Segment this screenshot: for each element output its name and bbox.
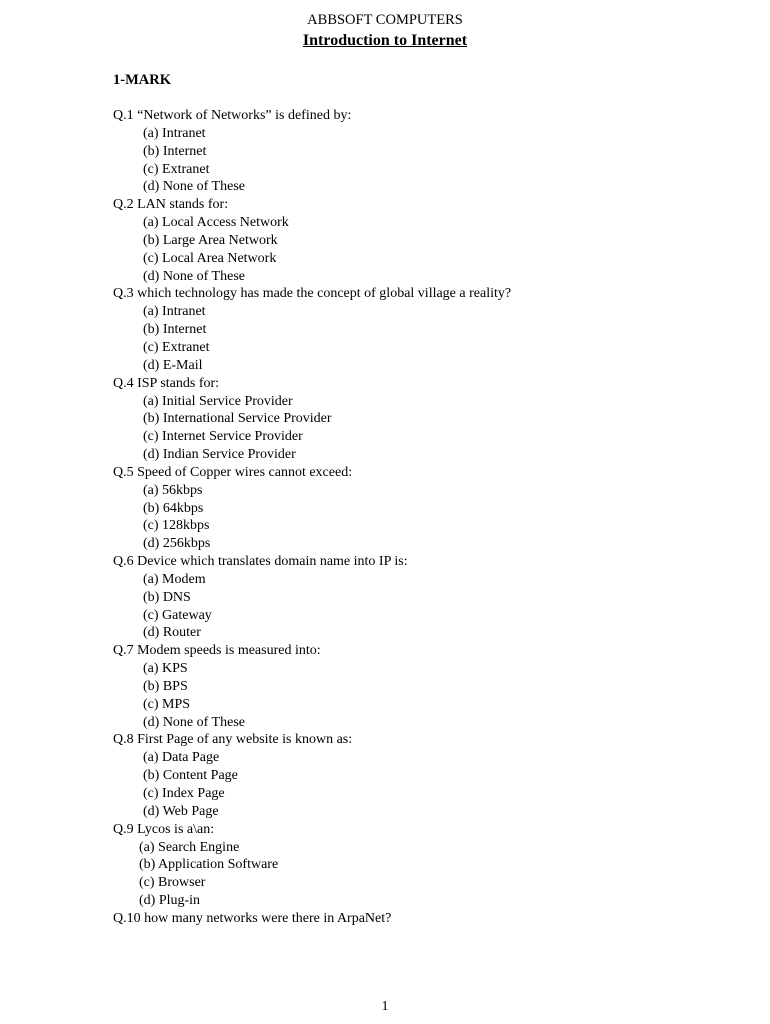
question-list [113, 107, 733, 928]
question-7 [113, 642, 733, 731]
question-text: Q.9 Lycos is a\an: [113, 821, 215, 837]
question-text: Q.3 which technology has made the concept of global village a reality? [113, 286, 512, 302]
option: (d) E-Mail [143, 357, 203, 373]
option: (b) Internet [143, 143, 207, 159]
option: (c) Index Page [143, 785, 225, 801]
option: (a) Search Engine [139, 839, 240, 855]
option: (a) KPS [143, 661, 188, 677]
question-5 [113, 464, 733, 553]
question-9 [113, 821, 733, 910]
option: (b) International Service Provider [143, 411, 332, 427]
option: (d) Indian Service Provider [143, 446, 296, 462]
document-title: Introduction to Internet [302, 32, 468, 49]
option: (d) 256kbps [143, 536, 211, 552]
option: (d) None of These [143, 714, 245, 730]
question-text: Q.2 LAN stands for: [113, 197, 229, 213]
question-3 [113, 285, 733, 374]
question-8 [113, 731, 733, 820]
question-text: Q.1 “Network of Networks” is defined by: [113, 108, 352, 123]
section-heading: 1-MARK [113, 72, 171, 88]
page-number: 1 [381, 999, 389, 1014]
question-text: Q.6 Device which translates domain name into IP is: [113, 553, 408, 569]
option: (d) Router [143, 625, 201, 641]
option: (a) Intranet [143, 126, 206, 141]
option: (a) Modem [143, 571, 206, 587]
option: (d) None of These [143, 179, 245, 195]
option: (c) Extranet [143, 161, 210, 177]
option: (c) Local Area Network [143, 250, 277, 266]
option: (d) Plug-in [139, 892, 201, 908]
option: (c) MPS [143, 696, 191, 712]
option: (a) Initial Service Provider [143, 393, 293, 409]
option: (c) Browser [139, 875, 206, 891]
question-text: Q.8 First Page of any website is known as: [113, 732, 353, 748]
question-4 [113, 375, 733, 464]
option: (a) 56kbps [143, 482, 203, 498]
option: (b) 64kbps [143, 500, 204, 516]
option: (d) Web Page [143, 803, 219, 819]
question-text: Q.7 Modem speeds is measured into: [113, 643, 321, 659]
question-10 [113, 910, 733, 928]
option: (a) Local Access Network [143, 215, 289, 231]
option: (a) Intranet [143, 304, 206, 320]
option: (b) Large Area Network [143, 232, 278, 248]
option: (a) Data Page [143, 750, 220, 766]
option: (b) Application Software [139, 857, 279, 873]
option: (c) 128kbps [143, 518, 210, 534]
organization-name: ABBSOFT COMPUTERS [307, 12, 463, 28]
question-text: Q.10 how many networks were there in ArpaNet? [113, 910, 392, 926]
option: (d) None of These [143, 268, 245, 284]
option: (c) Extranet [143, 339, 210, 355]
option: (c) Gateway [143, 607, 212, 623]
option: (b) Content Page [143, 768, 238, 784]
option: (b) DNS [143, 589, 191, 605]
option: (c) Internet Service Provider [143, 429, 303, 445]
question-6 [113, 553, 733, 642]
question-1 [113, 107, 733, 196]
option: (b) Internet [143, 322, 207, 338]
question-text: Q.4 ISP stands for: [113, 375, 220, 391]
question-text: Q.5 Speed of Copper wires cannot exceed: [113, 464, 353, 480]
question-2 [113, 196, 733, 285]
option: (b) BPS [143, 678, 188, 694]
